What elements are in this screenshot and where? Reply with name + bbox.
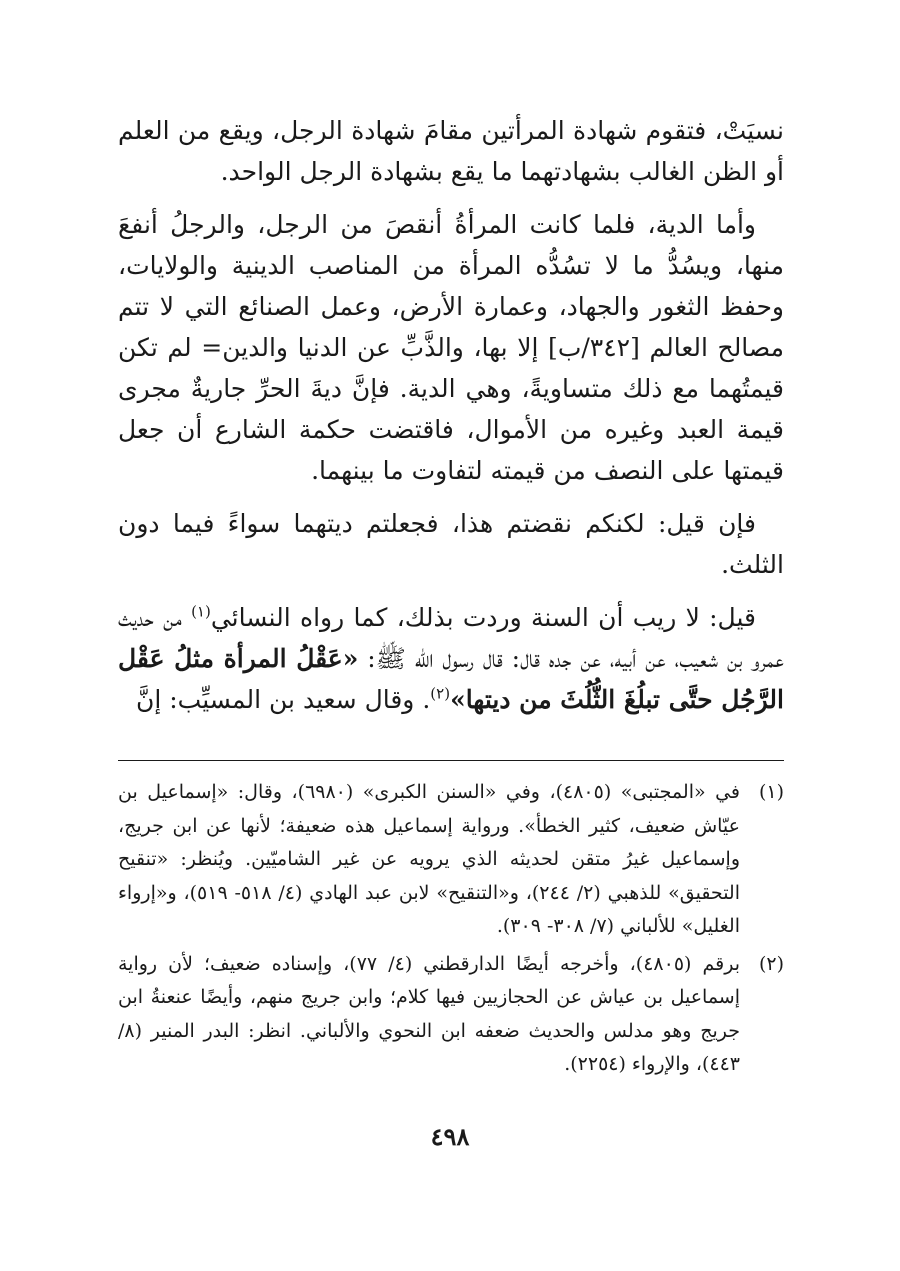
footnote-ref-2[interactable]: (٢)	[430, 684, 451, 703]
footnote-2	[118, 948, 784, 1082]
paragraph-4-end: . وقال سعيد بن المسيِّب: إنَّ	[135, 685, 431, 714]
footnote-divider	[118, 760, 784, 761]
main-text	[118, 110, 784, 720]
hadith-quote: «عَقْلُ المرأة مثلُ عَقْل الرَّجُل حتَّى تبلُغَ الثُّلُثَ من ديتها»	[118, 644, 784, 714]
paragraph-4-start: قيل: لا ريب أن السنة وردت بذلك، كما رواه النسائي	[210, 603, 756, 632]
paragraph-4	[118, 597, 784, 720]
page-number: ٤٩٨	[430, 1122, 470, 1151]
footnotes	[118, 776, 784, 1082]
footnote-ref-1[interactable]: (١)	[191, 602, 211, 621]
footnote-text: برقم (٤٨٠٥)، وأخرجه أيضًا الدارقطني (٤/ ٧٧)، وإسناده ضعيف؛ لأن رواية إسماعيل بن عياش عن الحجازيين فيها كلام؛ وابن جريج منهم، وأيضًا عنعنةُ ابن جريج وهو مدلس والحديث ضعفه ابن النحوي والألباني. انظر: البدر المنير (٨/ ٤٤٣)، والإرواء (٢٢٥٤).	[118, 952, 740, 1075]
paragraph-4-mid: من حديث عمرو بن شعيب، عن أبيه، عن جده قال: قال رسول الله ﷺ:	[118, 603, 784, 673]
footnote-number: (٢)	[758, 952, 784, 975]
paragraph-2: وأما الدية، فلما كانت المرأةُ أنقصَ من الرجل، والرجلُ أنفعَ منها، ويسُدُّ ما لا تسُدُّه المرأة من المناصب الدينية والولايات، وحفظ الثغور والجهاد، وعمارة الأرض، وعمل الصنائع التي لا تتم مصالح العالم [٣٤٢/ب] إلا بها، والذَّبِّ عن الدنيا والدين= لم تكن قيمتُهما مع ذلك متساويةً، وهي الدية. فإنَّ ديةَ الحرِّ جاريةٌ مجرى قيمة العبد وغيره من الأموال، فاقتضت حكمة الشارع أن جعل قيمتها على النصف من قيمته لتفاوت ما بينهما.	[118, 210, 784, 485]
footnote-text: في «المجتبى» (٤٨٠٥)، وفي «السنن الكبرى» (٦٩٨٠)، وقال: «إسماعيل بن عيّاش ضعيف، كثير الخطأ». ورواية إسماعيل هذه ضعيفة؛ لأنها عن ابن جريج، وإسماعيل غيرُ متقن لحديثه الذي يرويه عن غير الشاميّين. ويُنظر: «تنقيح التحقيق» للذهبي (٢/ ٢٤٤)، و«التنقيح» لابن عبد الهادي (٤/ ٥١٨- ٥١٩)، و«إرواء الغليل» للألباني (٧/ ٣٠٨- ٣٠٩).	[118, 781, 740, 937]
footnote-number: (١)	[758, 781, 784, 803]
paragraph-1: نسيَتْ، فتقوم شهادة المرأتين مقامَ شهادة الرجل، ويقع من العلم أو الظن الغالب بشهادتهما ما يقع بشهادة الرجل الواحد.	[118, 116, 784, 186]
footnote-1	[118, 776, 784, 944]
paragraph-3: فإن قيل: لكنكم نقضتم هذا، فجعلتم ديتهما سواءً فيما دون الثلث.	[118, 509, 784, 579]
